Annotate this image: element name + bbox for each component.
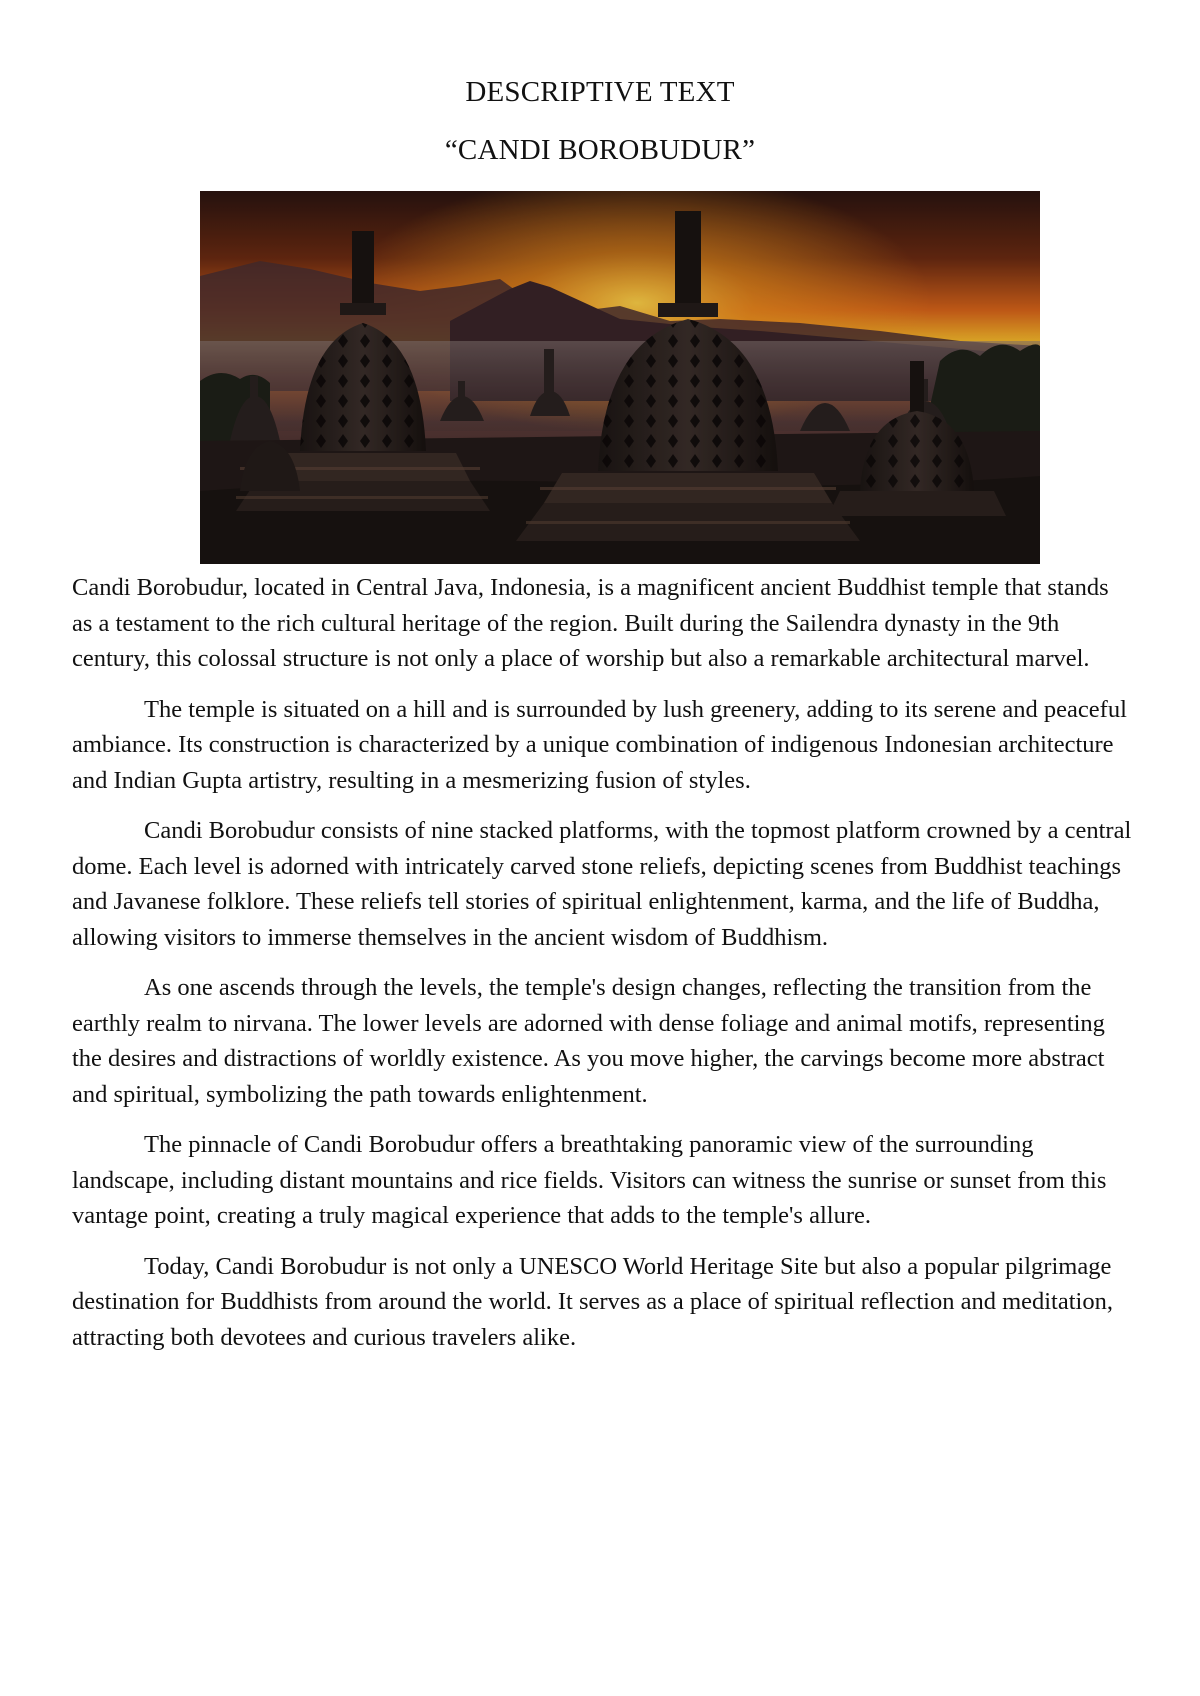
borobudur-photo — [200, 191, 1040, 564]
paragraph-3: Candi Borobudur consists of nine stacked platforms, with the topmost platform crowned by a central dome. Each level is adorned with intricately carved stone reliefs, depicting scenes from Buddhist teachings and Javanese folklore. These reliefs tell stories of spiritual enlightenment, karma, and the life of Buddha, allowing visitors to immerse themselves in the ancient wisdom of Buddhism. — [72, 817, 1132, 951]
document-subtitle: “CANDI BOROBUDUR” — [444, 134, 756, 166]
paragraph-1: Candi Borobudur, located in Central Java, Indonesia, is a magnificent ancient Buddhist temple that stands as a testament to the rich cultural heritage of the region. Built during the Sailendra dynasty in the 9th century, this colossal structure is not only a place of worship but also a remarkable architectural marvel. — [72, 574, 1109, 672]
document-body — [72, 570, 1134, 1370]
paragraph-5: The pinnacle of Candi Borobudur offers a breathtaking panoramic view of the surrounding landscape, including distant mountains and rice fields. Visitors can witness the sunrise or sunset from this vantage point, creating a truly magical experience that adds to the temple's allure. — [72, 1131, 1107, 1229]
paragraph-4: As one ascends through the levels, the temple's design changes, reflecting the transition from the earthly realm to nirvana. The lower levels are adorned with dense foliage and animal motifs, representing the desires and distractions of worldly existence. As you move higher, the carvings become more abstract and spiritual, symbolizing the path towards enlightenment. — [72, 974, 1105, 1108]
document-title: DESCRIPTIVE TEXT — [465, 76, 735, 108]
paragraph-6: Today, Candi Borobudur is not only a UNESCO World Heritage Site but also a popular pilgrimage destination for Buddhists from around the world. It serves as a place of spiritual reflection and meditation, attracting both devotees and curious travelers alike. — [72, 1252, 1113, 1351]
paragraph-2: The temple is situated on a hill and is surrounded by lush greenery, adding to its serene and peaceful ambiance. Its construction is characterized by a unique combination of indigenous Indonesian architecture and Indian Gupta artistry, resulting in a mesmerizing fusion of styles. — [72, 695, 1127, 794]
